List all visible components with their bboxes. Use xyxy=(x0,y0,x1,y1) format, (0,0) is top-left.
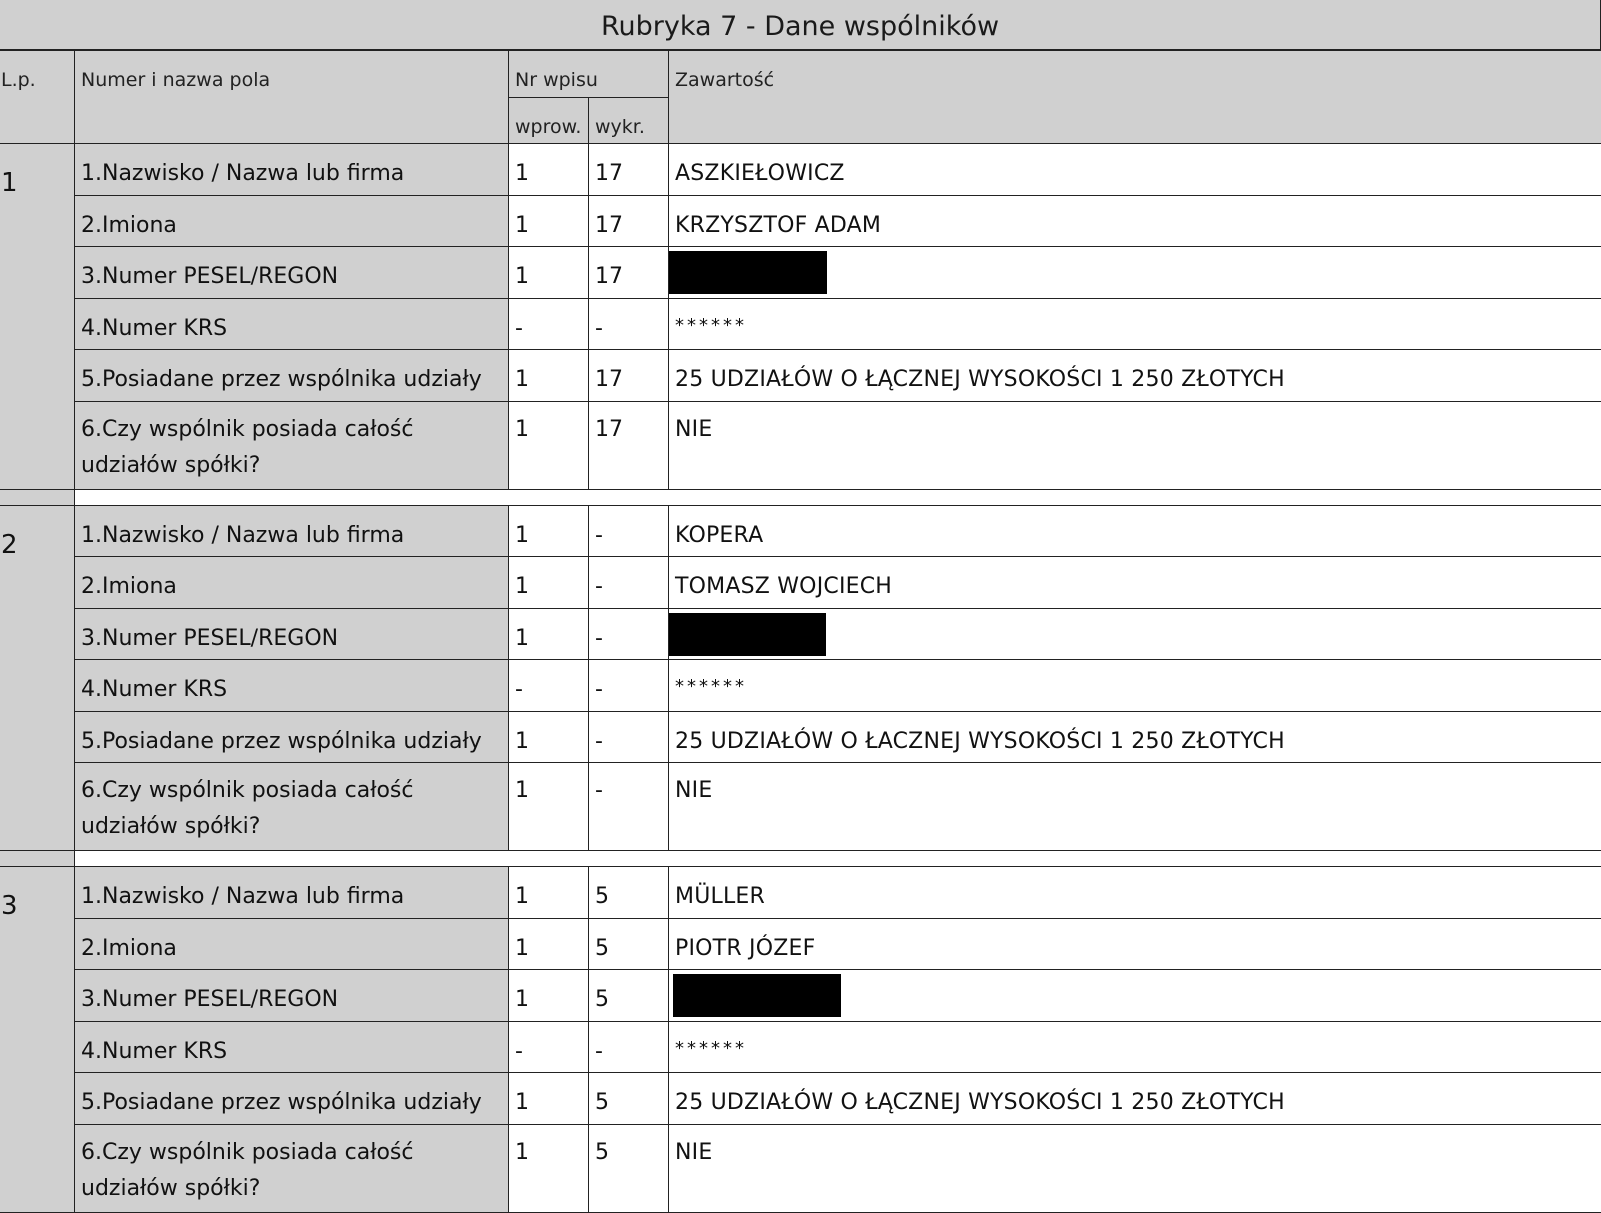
table-row xyxy=(0,401,1601,489)
table-row xyxy=(0,505,1601,557)
entry-wprow: 1 xyxy=(509,763,589,851)
field-label: 6.Czy wspólnik posiada całość udziałów spółki? xyxy=(75,763,509,851)
partner-number: 2 xyxy=(0,505,75,851)
field-label: 3.Numer PESEL/REGON xyxy=(75,608,509,660)
field-value: 25 UDZIAŁÓW O ŁĄCZNEJ WYSOKOŚCI 1 250 ZŁOTYCH xyxy=(669,350,1601,402)
partner-number: 1 xyxy=(0,144,75,490)
field-label: 4.Numer KRS xyxy=(75,1021,509,1073)
redaction-block xyxy=(673,974,841,1017)
entry-wykr: 5 xyxy=(589,1073,669,1125)
field-label: 2.Imiona xyxy=(75,557,509,609)
entry-wprow: 1 xyxy=(509,247,589,299)
field-value: KOPERA xyxy=(669,505,1601,557)
section-title: Rubryka 7 - Dane wspólników xyxy=(0,0,1601,50)
table-row xyxy=(0,144,1601,196)
entry-wprow: 1 xyxy=(509,195,589,247)
header-wprow: wprow. xyxy=(509,98,589,144)
entry-wykr: 17 xyxy=(589,144,669,196)
entry-wprow: - xyxy=(509,1021,589,1073)
field-label: 3.Numer PESEL/REGON xyxy=(75,970,509,1022)
field-label: 5.Posiadane przez wspólnika udziały xyxy=(75,711,509,763)
field-value xyxy=(669,660,1601,712)
field-value: NIE xyxy=(669,763,1601,851)
entry-wykr: 5 xyxy=(589,1124,669,1212)
partner-number: 3 xyxy=(0,867,75,1213)
group-separator xyxy=(0,851,1601,867)
header-field: Numer i nazwa pola xyxy=(75,51,509,144)
field-label: 4.Numer KRS xyxy=(75,660,509,712)
entry-wykr: - xyxy=(589,711,669,763)
entry-wykr: - xyxy=(589,608,669,660)
table-row xyxy=(0,970,1601,1022)
entry-wykr: - xyxy=(589,557,669,609)
field-value: NIE xyxy=(669,401,1601,489)
entry-wykr: 17 xyxy=(589,401,669,489)
masked-value: ****** xyxy=(675,314,748,336)
entry-wprow: 1 xyxy=(509,711,589,763)
table-row xyxy=(0,1124,1601,1212)
entry-wprow: 1 xyxy=(509,557,589,609)
field-label: 2.Imiona xyxy=(75,918,509,970)
field-label: 4.Numer KRS xyxy=(75,298,509,350)
table-row xyxy=(0,1021,1601,1073)
field-value: KRZYSZTOF ADAM xyxy=(669,195,1601,247)
header-content: Zawartość xyxy=(669,51,1601,144)
table-row xyxy=(0,918,1601,970)
masked-value: ****** xyxy=(675,1037,748,1059)
field-label: 6.Czy wspólnik posiada całość udziałów spółki? xyxy=(75,401,509,489)
entry-wprow: - xyxy=(509,660,589,712)
table-row xyxy=(0,711,1601,763)
entry-wykr: - xyxy=(589,298,669,350)
field-value: 25 UDZIAŁÓW O ŁACZNEJ WYSOKOŚCI 1 250 ZŁOTYCH xyxy=(669,711,1601,763)
field-value: 25 UDZIAŁÓW O ŁĄCZNEJ WYSOKOŚCI 1 250 ZŁOTYCH xyxy=(669,1073,1601,1125)
field-label: 3.Numer PESEL/REGON xyxy=(75,247,509,299)
entry-wykr: 5 xyxy=(589,918,669,970)
table-row xyxy=(0,298,1601,350)
entry-wprow: - xyxy=(509,298,589,350)
entry-wykr: - xyxy=(589,1021,669,1073)
field-value: MÜLLER xyxy=(669,867,1601,919)
table-header-row xyxy=(0,51,1601,98)
field-label: 1.Nazwisko / Nazwa lub firma xyxy=(75,505,509,557)
table-row xyxy=(0,867,1601,919)
table-row xyxy=(0,247,1601,299)
partners-table xyxy=(0,50,1601,1213)
entry-wprow: 1 xyxy=(509,144,589,196)
entry-wykr: - xyxy=(589,660,669,712)
field-value xyxy=(669,608,1601,660)
entry-wprow: 1 xyxy=(509,867,589,919)
header-lp: L.p. xyxy=(0,51,75,144)
field-label: 6.Czy wspólnik posiada całość udziałów spółki? xyxy=(75,1124,509,1212)
entry-wykr: 17 xyxy=(589,350,669,402)
group-separator xyxy=(0,489,1601,505)
table-row xyxy=(0,557,1601,609)
entry-wprow: 1 xyxy=(509,401,589,489)
table-row xyxy=(0,660,1601,712)
field-label: 5.Posiadane przez wspólnika udziały xyxy=(75,1073,509,1125)
field-label: 2.Imiona xyxy=(75,195,509,247)
header-nr-wpisu: Nr wpisu xyxy=(509,51,669,98)
field-value: NIE xyxy=(669,1124,1601,1212)
entry-wykr: - xyxy=(589,763,669,851)
entry-wprow: 1 xyxy=(509,918,589,970)
header-wykr: wykr. xyxy=(589,98,669,144)
entry-wprow: 1 xyxy=(509,1073,589,1125)
field-value xyxy=(669,247,1601,299)
table-row xyxy=(0,195,1601,247)
redaction-block xyxy=(669,251,827,294)
entry-wprow: 1 xyxy=(509,350,589,402)
entry-wykr: 5 xyxy=(589,867,669,919)
field-value: ASZKIEŁOWICZ xyxy=(669,144,1601,196)
entry-wykr: 17 xyxy=(589,247,669,299)
entry-wykr: 5 xyxy=(589,970,669,1022)
field-value xyxy=(669,1021,1601,1073)
entry-wprow: 1 xyxy=(509,1124,589,1212)
entry-wprow: 1 xyxy=(509,608,589,660)
entry-wprow: 1 xyxy=(509,505,589,557)
field-label: 1.Nazwisko / Nazwa lub firma xyxy=(75,144,509,196)
table-row xyxy=(0,1073,1601,1125)
field-value xyxy=(669,298,1601,350)
field-label: 5.Posiadane przez wspólnika udziały xyxy=(75,350,509,402)
redaction-block xyxy=(669,613,826,656)
field-label: 1.Nazwisko / Nazwa lub firma xyxy=(75,867,509,919)
table-row xyxy=(0,608,1601,660)
masked-value: ****** xyxy=(675,676,748,697)
field-value xyxy=(669,970,1601,1022)
field-value: PIOTR JÓZEF xyxy=(669,918,1601,970)
entry-wykr: - xyxy=(589,505,669,557)
entry-wykr: 17 xyxy=(589,195,669,247)
table-row xyxy=(0,763,1601,851)
table-row xyxy=(0,350,1601,402)
entry-wprow: 1 xyxy=(509,970,589,1022)
field-value: TOMASZ WOJCIECH xyxy=(669,557,1601,609)
